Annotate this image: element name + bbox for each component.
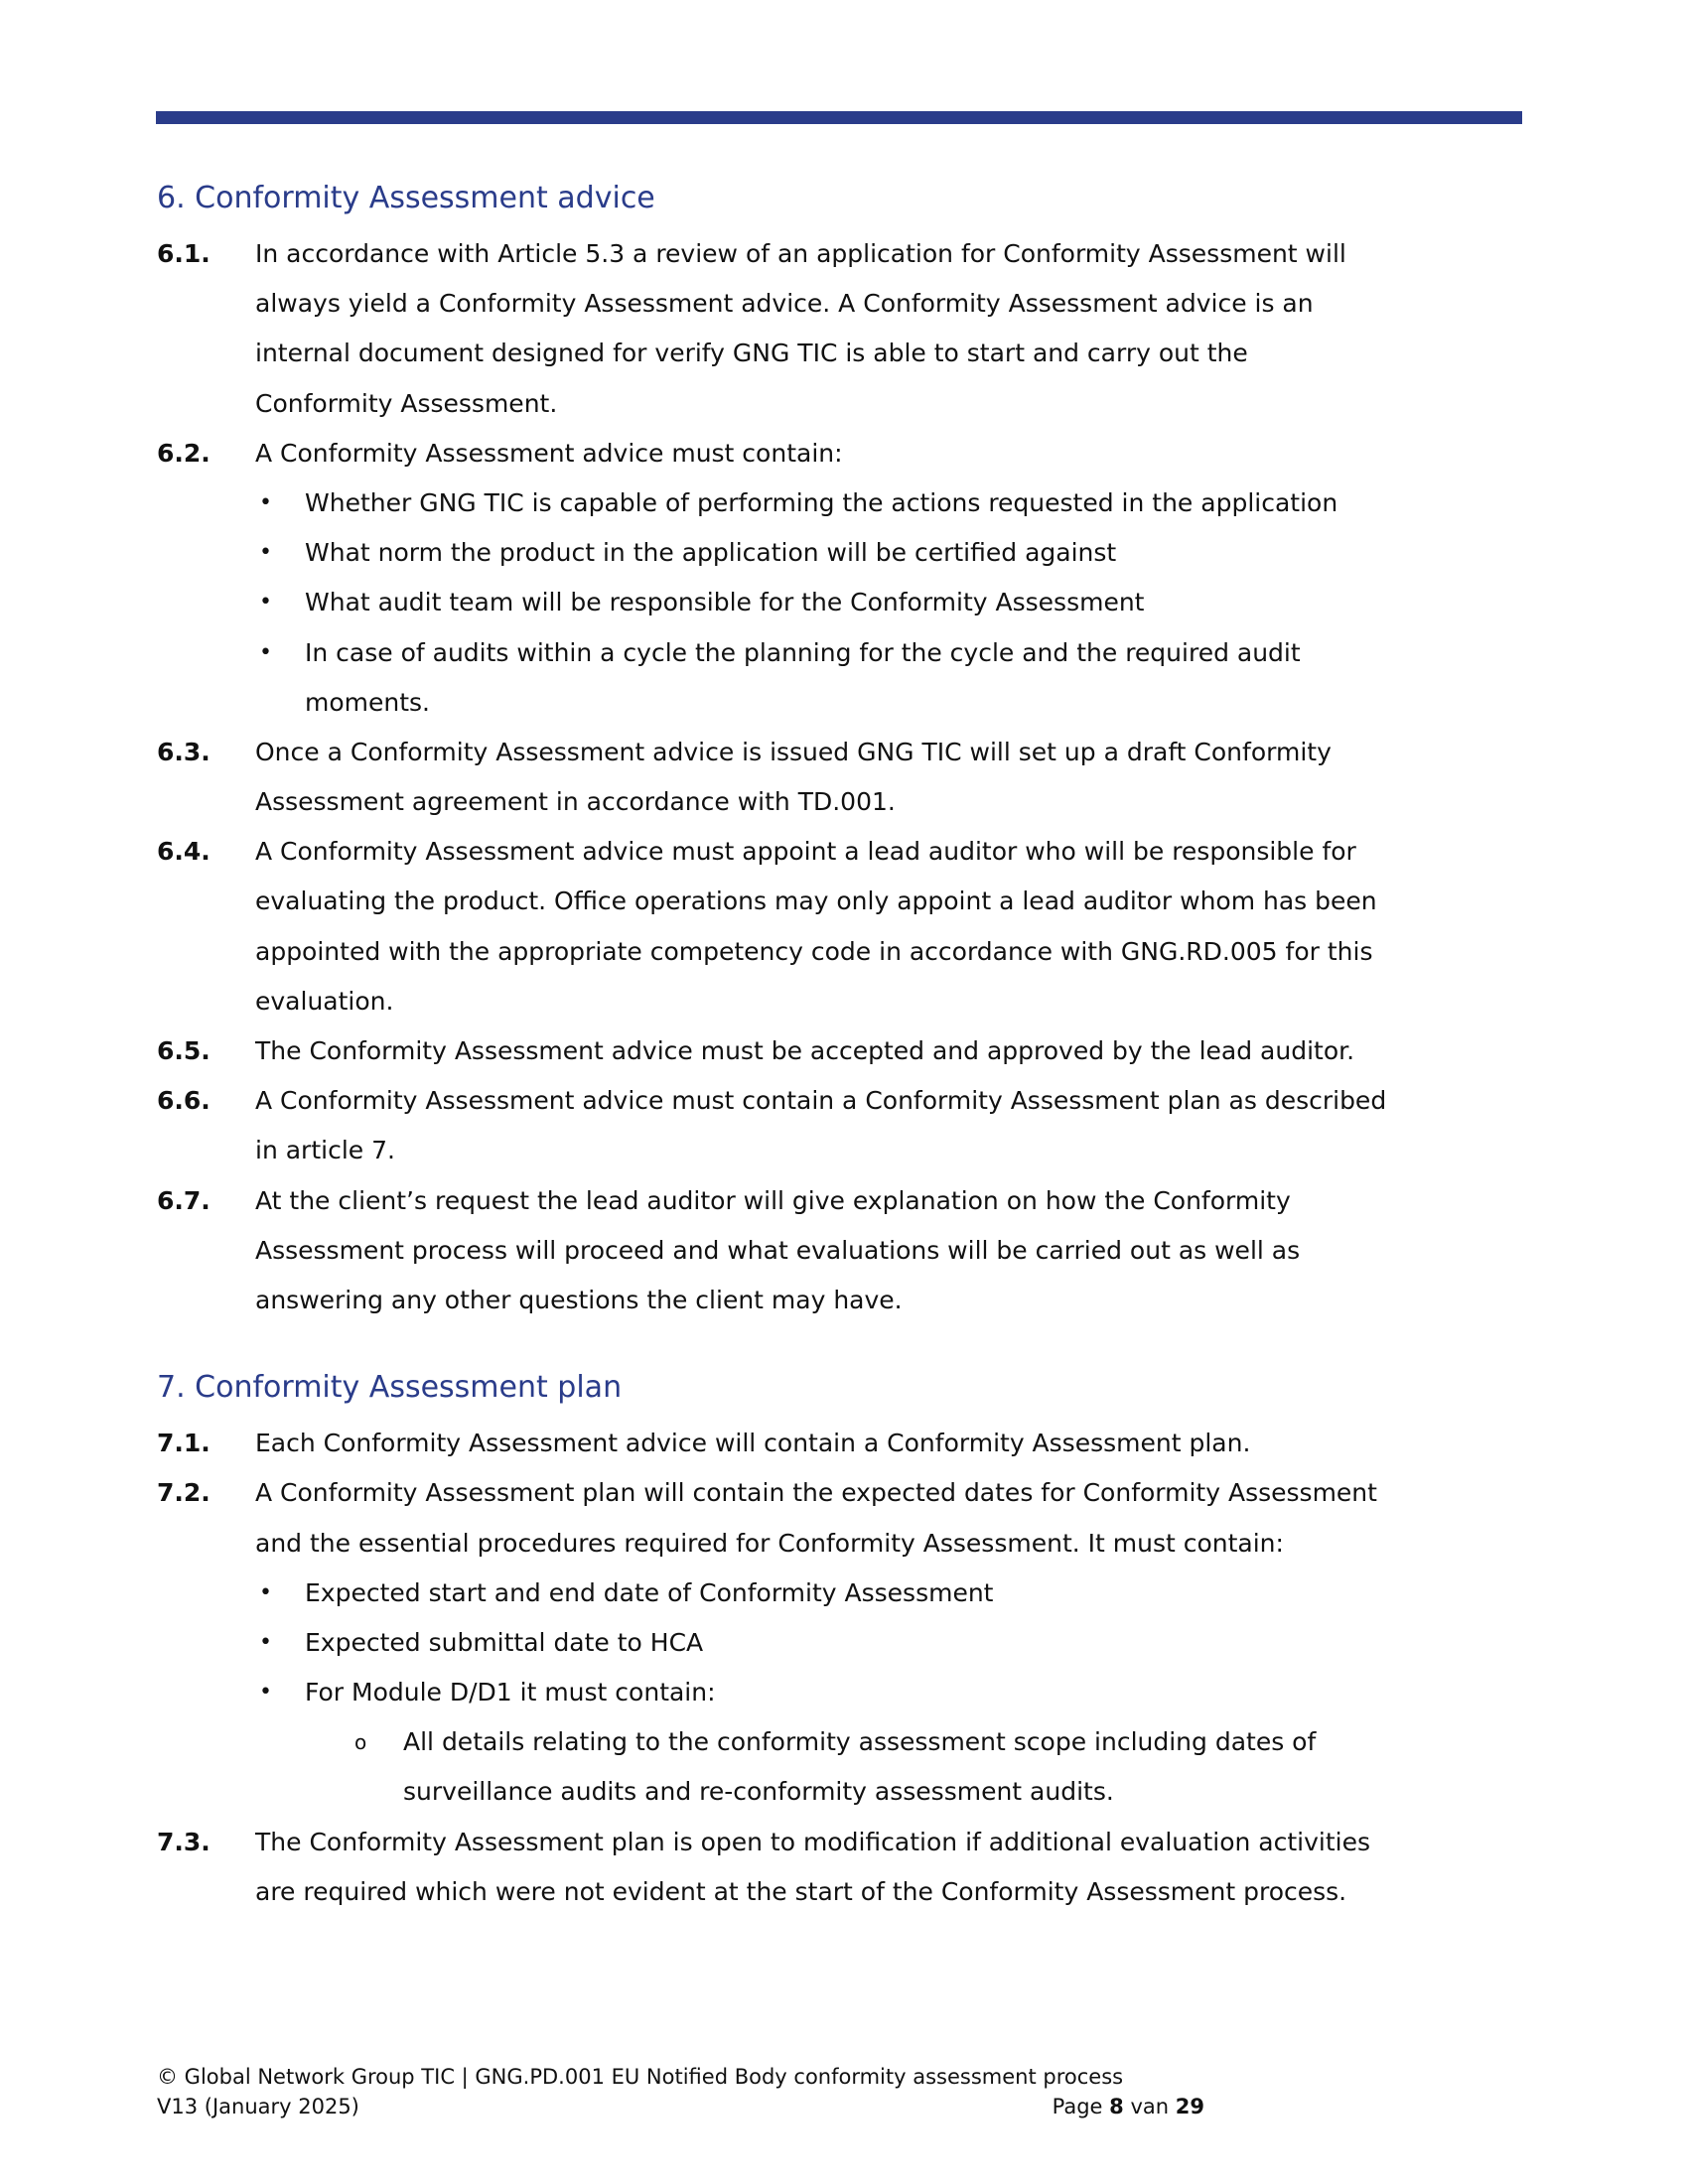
section-heading: 6. Conformity Assessment advice: [157, 181, 655, 215]
text-line: and the essential procedures required for Conformity Assessment. It must contain:: [255, 1528, 1284, 1558]
bullet-item: [255, 1569, 1527, 1618]
bullet-item: [255, 578, 1527, 627]
bullet-icon: •: [259, 590, 272, 615]
clause-number: 6.7.: [157, 1185, 211, 1215]
bullet-item: [255, 1668, 1527, 1717]
text-line: always yield a Conformity Assessment advice. A Conformity Assessment advice is an: [255, 289, 1314, 319]
numbered-clause: [157, 1176, 1527, 1326]
bullet-icon: •: [259, 639, 272, 665]
text-line: Assessment process will proceed and what evaluations will be carried out as well as: [255, 1235, 1301, 1265]
numbered-clause: [157, 229, 1527, 429]
text-line: What audit team will be responsible for the Conformity Assessment: [305, 588, 1145, 617]
of-label: van: [1130, 2095, 1170, 2118]
numbered-clause: [157, 1076, 1527, 1175]
numbered-clause: [157, 429, 1527, 728]
footer-copyright: © Global Network Group TIC | GNG.PD.001 EU Notified Body conformity assessment process: [157, 2065, 1124, 2089]
text-line: A Conformity Assessment advice must contain:: [255, 438, 843, 468]
section-heading: 7. Conformity Assessment plan: [157, 1370, 623, 1406]
page-label: Page: [1052, 2095, 1103, 2118]
content: [157, 171, 1527, 1917]
bullet-item: [255, 478, 1527, 528]
footer-version: V13 (January 2025): [157, 2095, 359, 2118]
text-line: The Conformity Assessment plan is open to modification if additional evaluation activities: [255, 1827, 1371, 1856]
text-line: Expected submittal date to HCA: [305, 1627, 704, 1657]
text-line: are required which were not evident at the start of the Conformity Assessment process.: [255, 1876, 1347, 1906]
bullet-icon: •: [259, 1579, 272, 1605]
text-line: surveillance audits and re-conformity assessment audits.: [403, 1777, 1114, 1807]
text-line: What norm the product in the application will be certified against: [305, 538, 1117, 568]
text-line: moments.: [305, 687, 431, 717]
text-line: Expected start and end date of Conformity Assessment: [305, 1577, 994, 1607]
bullet-item: [255, 628, 1527, 728]
clause-number: 7.1.: [157, 1429, 211, 1458]
text-line: Conformity Assessment.: [255, 388, 558, 418]
text-line: At the client’s request the lead auditor will give explanation on how the Conformity: [255, 1185, 1291, 1215]
text-line: Whether GNG TIC is capable of performing the actions requested in the application: [305, 487, 1338, 517]
text-line: For Module D/D1 it must contain:: [305, 1678, 716, 1707]
text-line: Once a Conformity Assessment advice is issued GNG TIC will set up a draft Conformity: [255, 737, 1332, 766]
bullet-icon: •: [259, 540, 272, 566]
clause-number: 6.6.: [157, 1086, 211, 1116]
clause-number: 7.3.: [157, 1827, 211, 1856]
numbered-clause: [157, 827, 1527, 1026]
bullet-icon: •: [259, 489, 272, 515]
clause-number: 6.1.: [157, 239, 211, 268]
text-line: A Conformity Assessment advice must appoint a lead auditor who will be responsible for: [255, 837, 1356, 867]
text-line: internal document designed for verify GNG TIC is able to start and carry out the: [255, 339, 1248, 368]
clause-number: 6.3.: [157, 737, 211, 766]
numbered-clause: [157, 1818, 1527, 1917]
text-line: In case of audits within a cycle the planning for the cycle and the required audit: [305, 637, 1301, 667]
text-line: All details relating to the conformity assessment scope including dates of: [403, 1727, 1317, 1757]
text-line: Assessment agreement in accordance with TD.001.: [255, 787, 896, 817]
bullet-item: [255, 528, 1527, 578]
text-line: evaluation.: [255, 986, 394, 1016]
clause-number: 6.5.: [157, 1036, 211, 1065]
text-line: A Conformity Assessment advice must contain a Conformity Assessment plan as described: [255, 1086, 1387, 1116]
text-line: appointed with the appropriate competency code in accordance with GNG.RD.005 for this: [255, 936, 1373, 966]
text-line: in article 7.: [255, 1136, 395, 1165]
bullet-icon: •: [259, 1680, 272, 1706]
text-line: A Conformity Assessment plan will contain the expected dates for Conformity Assessment: [255, 1478, 1377, 1508]
text-line: In accordance with Article 5.3 a review of an application for Conformity Assessment will: [255, 239, 1346, 268]
bullet-item: [255, 1618, 1527, 1668]
numbered-clause: [157, 1026, 1527, 1076]
current-page: 8: [1109, 2095, 1124, 2118]
bullet-icon: •: [259, 1629, 272, 1655]
text-line: Each Conformity Assessment advice will contain a Conformity Assessment plan.: [255, 1429, 1251, 1458]
text-line: evaluating the product. Office operations may only appoint a lead auditor whom has been: [255, 887, 1377, 916]
clause-number: 6.2.: [157, 438, 211, 468]
clause-number: 7.2.: [157, 1478, 211, 1508]
text-line: answering any other questions the client may have.: [255, 1285, 903, 1314]
text-line: The Conformity Assessment advice must be accepted and approved by the lead auditor.: [255, 1036, 1355, 1065]
numbered-clause: [157, 728, 1527, 827]
numbered-clause: [157, 1419, 1527, 1468]
clause-number: 6.4.: [157, 837, 211, 867]
page-number: [1053, 2092, 1204, 2121]
numbered-clause: [157, 1468, 1527, 1817]
circle-bullet-icon: o: [354, 1730, 367, 1755]
total-pages: 29: [1175, 2095, 1204, 2118]
sub-bullet-item: [255, 1717, 1527, 1817]
header-bar: [156, 111, 1522, 124]
footer-meta: [157, 2092, 1204, 2121]
